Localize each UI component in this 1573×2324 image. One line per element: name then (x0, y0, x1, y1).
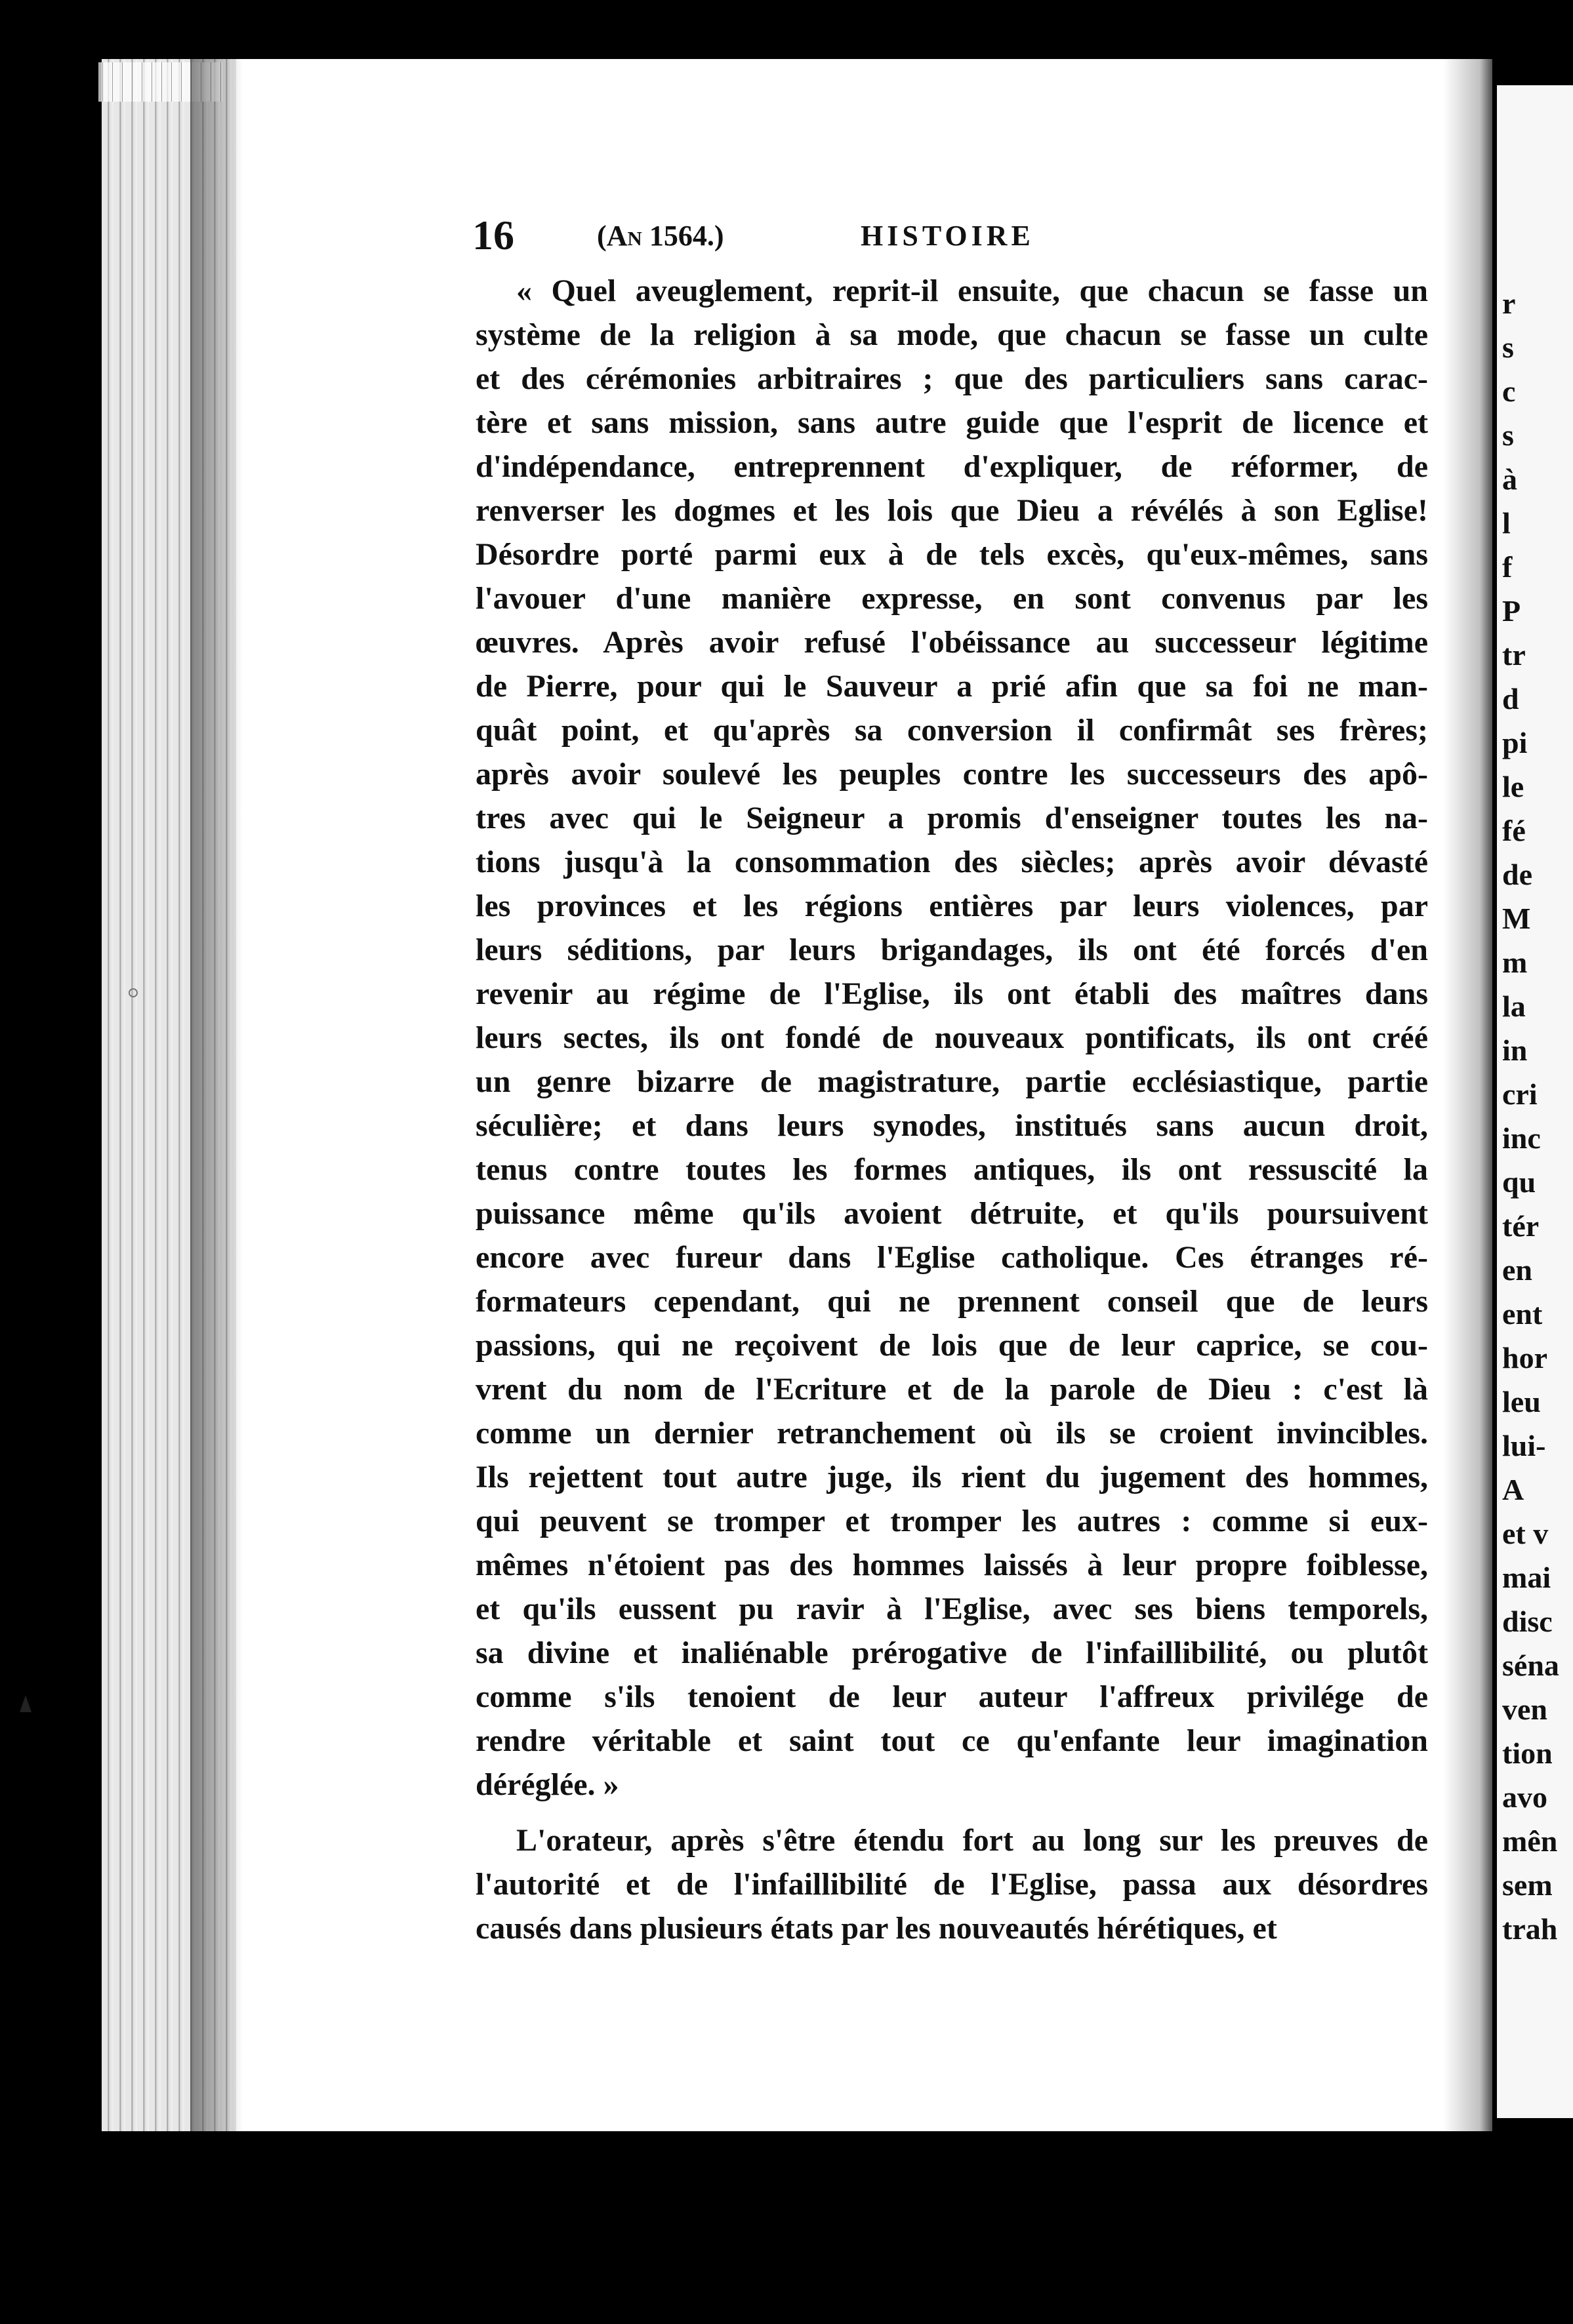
text-line: d'indépendance, entreprennent d'expliquer, de réformer, de (476, 449, 1428, 484)
text-line: « Quel aveuglement, reprit-il ensuite, que chacun se fasse un (516, 273, 1428, 308)
text-line: renverser les dogmes et les lois que Dieu a révélés à son Eglise! (476, 493, 1428, 528)
year-heading: (An 1564.) (597, 220, 724, 252)
text-line: vrent du nom de l'Ecriture et de la parole de Dieu : c'est là (476, 1372, 1428, 1407)
adjacent-line-fragment: in (1502, 1033, 1528, 1067)
adjacent-line-fragment: ent (1502, 1297, 1543, 1331)
adjacent-line-fragment: de (1502, 858, 1532, 891)
text-line: comme s'ils tenoient de leur auteur l'affreux privilége de (476, 1679, 1428, 1714)
adjacent-line-fragment: la (1502, 990, 1526, 1023)
paragraph-gap (476, 1807, 1428, 1818)
adjacent-line-fragment: mai (1502, 1561, 1551, 1594)
adjacent-line-fragment: c (1502, 374, 1516, 408)
adjacent-line-fragment: s (1502, 418, 1514, 452)
adjacent-line-fragment: P (1502, 594, 1521, 628)
text-line: œuvres. Après avoir refusé l'obéissance au successeur légitime (476, 625, 1428, 660)
text-line: séculière; et dans leurs synodes, institués sans aucun droit, (476, 1108, 1428, 1143)
text-line: et qu'ils eussent pu ravir à l'Eglise, avec ses biens temporels, (476, 1592, 1428, 1626)
adjacent-line-fragment: l (1502, 506, 1511, 540)
text-line: encore avec fureur dans l'Eglise catholique. Ces étranges ré- (476, 1240, 1428, 1275)
adjacent-line-fragment: le (1502, 770, 1524, 803)
text-line: quât point, et qu'après sa conversion il confirmât ses frères; (476, 713, 1428, 748)
text-line: l'avouer d'une manière expresse, en sont convenus par les (476, 581, 1428, 616)
adjacent-line-fragment: r (1502, 287, 1516, 320)
text-line: tres avec qui le Seigneur a promis d'enseigner toutes les na- (476, 801, 1428, 835)
text-line: sa divine et inaliénable prérogative de l'infaillibilité, ou plutôt (476, 1635, 1428, 1670)
adjacent-line-fragment: m (1502, 946, 1528, 979)
adjacent-line-fragment: et v (1502, 1517, 1549, 1550)
adjacent-line-fragment: ven (1502, 1693, 1547, 1726)
adjacent-line-fragment: pi (1502, 726, 1528, 759)
paragraph (476, 269, 1428, 1807)
text-line: tions jusqu'à la consommation des siècles; après avoir dévasté (476, 845, 1428, 879)
paragraph (476, 1818, 1428, 1950)
adjacent-line-fragment: en (1502, 1253, 1532, 1287)
text-line: les provinces et les régions entières par leurs violences, par (476, 889, 1428, 923)
text-line: qui peuvent se tromper et tromper les autres : comme si eux- (476, 1504, 1428, 1538)
adjacent-line-fragment: lui- (1502, 1429, 1546, 1462)
adjacent-line-fragment: à (1502, 462, 1517, 496)
text-line: L'orateur, après s'être étendu fort au long sur les preuves de (516, 1823, 1428, 1858)
adjacent-line-fragment: d (1502, 682, 1519, 715)
text-line: leurs sectes, ils ont fondé de nouveaux pontificats, ils ont créé (476, 1020, 1428, 1055)
text-line: puissance même qu'ils avoient détruite, et qu'ils poursuivent (476, 1196, 1428, 1231)
body-text (476, 269, 1428, 1950)
text-line: déréglée. » (476, 1767, 619, 1802)
adjacent-line-fragment: inc (1502, 1121, 1541, 1155)
text-line: de Pierre, pour qui le Sauveur a prié afin que sa foi ne man- (476, 669, 1428, 704)
text-line: mêmes n'étoient pas des hommes laissés à leur propre foiblesse, (476, 1548, 1428, 1582)
adjacent-line-fragment: leu (1502, 1385, 1541, 1418)
adjacent-line-fragment: sem (1502, 1868, 1553, 1902)
running-title: HISTOIRE (861, 220, 1034, 252)
adjacent-line-fragment: A (1502, 1473, 1524, 1506)
text-line: tère et sans mission, sans autre guide que l'esprit de licence et (476, 405, 1428, 440)
adjacent-line-fragment: trah (1502, 1912, 1558, 1946)
adjacent-line-fragment: tion (1502, 1736, 1553, 1770)
adjacent-line-fragment: mên (1502, 1824, 1558, 1858)
running-header (472, 212, 1437, 262)
page-fold-shadow (1443, 59, 1492, 2131)
adjacent-line-fragment: qu (1502, 1165, 1536, 1199)
page-number: 16 (472, 212, 514, 258)
adjacent-line-fragment: hor (1502, 1341, 1547, 1374)
adjacent-line-fragment: séna (1502, 1649, 1559, 1682)
text-line: système de la religion à sa mode, que chacun se fasse un culte (476, 317, 1428, 352)
adjacent-line-fragment: cri (1502, 1077, 1538, 1111)
text-line: Désordre porté parmi eux à de tels excès, qu'eux-mêmes, sans (476, 537, 1428, 572)
text-line: tenus contre toutes les formes antiques, ils ont ressuscité la (476, 1152, 1428, 1187)
adjacent-line-fragment: M (1502, 902, 1531, 935)
text-line: l'autorité et de l'infaillibilité de l'Eglise, passa aux désordres (476, 1867, 1428, 1902)
text-line: rendre véritable et saint tout ce qu'enfante leur imagination (476, 1723, 1428, 1758)
gutter-shadow (190, 59, 243, 2131)
text-line: et des cérémonies arbitraires ; que des particuliers sans carac- (476, 361, 1428, 396)
text-line: un genre bizarre de magistrature, partie ecclésiastique, partie (476, 1064, 1428, 1099)
text-line: causés dans plusieurs états par les nouveautés hérétiques, et (476, 1911, 1277, 1946)
adjacent-line-fragment: tr (1502, 638, 1526, 671)
text-line: Ils rejettent tout autre juge, ils rient du jugement des hommes, (476, 1460, 1428, 1494)
text-line: passions, qui ne reçoivent de lois que de leur caprice, se cou- (476, 1328, 1428, 1363)
text-line: comme un dernier retranchement où ils se croient invincibles. (476, 1416, 1428, 1451)
adjacent-line-fragment: s (1502, 331, 1514, 364)
text-line: leurs séditions, par leurs brigandages, ils ont été forcés d'en (476, 932, 1428, 967)
text-line: revenir au régime de l'Eglise, ils ont établi des maîtres dans (476, 976, 1428, 1011)
text-line: après avoir soulevé les peuples contre les successeurs des apô- (476, 757, 1428, 791)
margin-speck (129, 988, 138, 997)
text-line: formateurs cependant, qui ne prennent conseil que de leurs (476, 1284, 1428, 1319)
adjacent-line-fragment: tér (1502, 1209, 1540, 1243)
adjacent-line-fragment: fé (1502, 814, 1526, 847)
adjacent-line-fragment: avo (1502, 1780, 1547, 1814)
adjacent-line-fragment: f (1502, 550, 1513, 584)
adjacent-line-fragment: disc (1502, 1605, 1553, 1638)
